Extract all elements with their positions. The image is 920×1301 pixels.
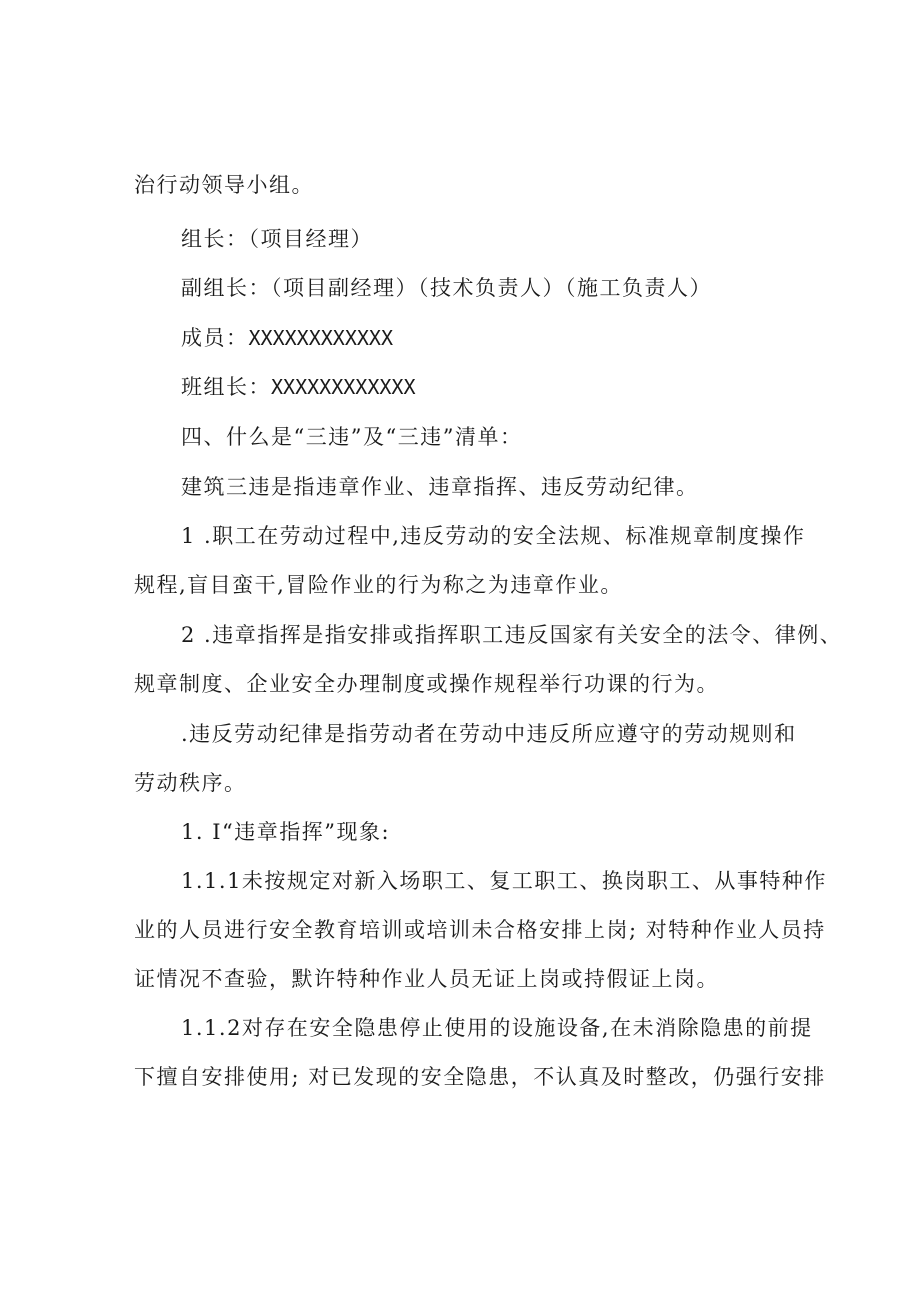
subsection-heading: 1. I“违章指挥”现象: bbox=[181, 820, 391, 844]
clause-1-1-1-line-1: 1.1.1未按规定对新入场职工、复工职工、换岗职工、从事特种作 bbox=[181, 869, 827, 893]
members-value: XXXXXXXXXXXX bbox=[248, 326, 393, 350]
team-leader-label: 班组长： bbox=[181, 375, 271, 399]
clause-1-1-2-line-1: 1.1.2对存在安全隐患停止使用的设施设备,在未消除隐患的前提 bbox=[181, 1016, 813, 1040]
deputy-leader-line: 副组长：（项目副经理）（技术负责人）（施工负责人） bbox=[181, 276, 712, 300]
item-3-line-2: 劳动秩序。 bbox=[134, 771, 247, 795]
item-3-line-1: .违反劳动纪律是指劳动者在劳动中违反所应遵守的劳动规则和 bbox=[181, 722, 797, 746]
clause-1-1-1-line-2: 业的人员进行安全教育培训或培训未合格安排上岗; 对特种作业人员持 bbox=[134, 918, 826, 942]
clause-1-1-2-line-2: 下擅自安排使用; 对已发现的安全隐患，不认真及时整改，仍强行安排 bbox=[134, 1065, 826, 1089]
members-line bbox=[181, 328, 393, 349]
item-1-line-2: 规程,盲目蛮干,冒险作业的行为称之为违章作业。 bbox=[134, 573, 623, 597]
clause-1-1-1-line-3: 证情况不查验，默许特种作业人员无证上岗或持假证上岗。 bbox=[134, 967, 719, 991]
item-2-line-1: 2 .违章指挥是指安排或指挥职工违反国家有关安全的法令、律例、 bbox=[181, 623, 843, 647]
item-2-line-2: 规章制度、企业安全办理制度或操作规程举行功课的行为。 bbox=[134, 672, 719, 696]
definition-line: 建筑三违是指违章作业、违章指挥、违反劳动纪律。 bbox=[181, 475, 699, 499]
team-leader-value: XXXXXXXXXXXX bbox=[271, 375, 416, 399]
item-1-line-1: 1 .职工在劳动过程中,违反劳动的安全法规、标准规章制度操作 bbox=[181, 524, 806, 548]
members-label: 成员： bbox=[181, 326, 249, 350]
paragraph-continuation: 治行动领导小组。 bbox=[134, 173, 314, 197]
team-leader-line bbox=[181, 377, 416, 398]
group-leader-line: 组长：（项目经理） bbox=[181, 227, 373, 251]
section-heading: 四、什么是“三违”及“三违”清单： bbox=[181, 425, 523, 449]
